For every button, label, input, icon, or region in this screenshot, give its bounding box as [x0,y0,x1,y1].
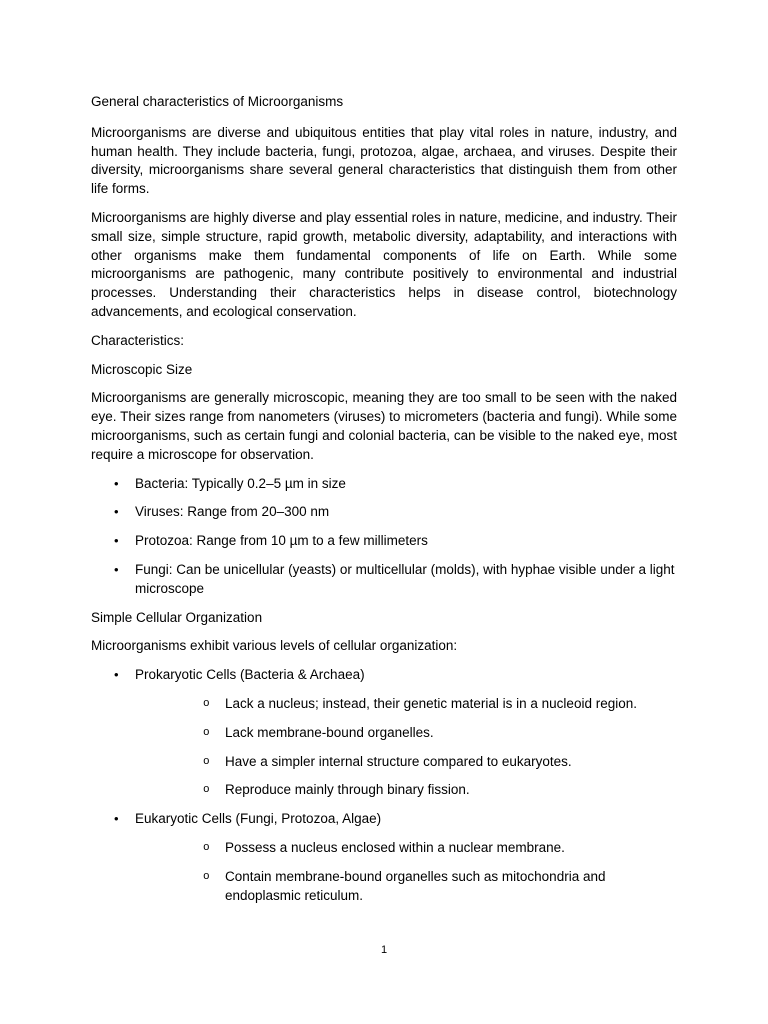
eukaryotic-sub-list [135,839,677,905]
cellular-organization-intro: Microorganisms exhibit various levels of cellular organization: [91,638,458,654]
list-item-text: Protozoa: Range from 10 µm to a few millimeters [135,533,428,549]
characteristics-heading: Characteristics: [91,332,185,348]
circle-bullet-icon: o [203,697,210,710]
list-item [91,561,677,599]
sub-list-item-text: Reproduce mainly through binary fission. [225,782,470,798]
intro-paragraph-1: Microorganisms are diverse and ubiquitous entities that play vital roles in nature, industry, and human health. They include bacteria, fungi, protozoa, algae, archaea, and viruses. Despite their diversity, microorganisms share several general characteristics that distinguish them from other life forms. [91,124,677,197]
sub-list-item-text: Have a simpler internal structure compared to eukaryotes. [225,753,572,769]
list-item [91,532,677,551]
cell-type-list [91,666,677,905]
page-number: 1 [380,944,388,956]
list-item-text: Fungi: Can be unicellular (yeasts) or multicellular (molds), with hyphae visible under a light microscope [135,561,675,596]
sub-list-item-text: Contain membrane-bound organelles such as mitochondria and endoplasmic reticulum. [225,868,606,903]
list-item-text: Bacteria: Typically 0.2–5 µm in size [135,475,346,491]
bullet-icon: • [114,504,119,520]
sub-list-item-text: Possess a nucleus enclosed within a nuclear membrane. [225,839,565,855]
bullet-icon: • [114,561,119,577]
cellular-organization-heading: Simple Cellular Organization [91,609,263,625]
sub-list-item [135,753,677,772]
document-title: General characteristics of Microorganisms [91,94,344,109]
document-page [91,93,677,915]
size-bullet-list [91,475,677,599]
list-item-text: Prokaryotic Cells (Bacteria & Archaea) [135,667,365,683]
sub-list-item [135,868,677,906]
bullet-icon: • [114,667,119,683]
sub-list-item [135,695,677,714]
bullet-icon: • [114,475,119,491]
list-item [91,475,677,494]
circle-bullet-icon: o [203,755,210,768]
microscopic-size-paragraph: Microorganisms are generally microscopic, meaning they are too small to be seen with the naked eye. Their sizes range from nanometers (viruses) to micrometers (bacteria and fungi). While some microorganisms, such as certain fungi and colonial bacteria, can be visible to the naked eye, most require a microscope for observation. [91,390,677,462]
bullet-icon: • [114,811,119,827]
sub-list-item-text: Lack membrane-bound organelles. [225,724,434,740]
microscopic-size-heading: Microscopic Size [91,361,193,377]
intro-paragraph-2: Microorganisms are highly diverse and play essential roles in nature, medicine, and industry. Their small size, simple structure, rapid growth, metabolic diversity, adaptability, and interactions with other organisms make them fundamental components of life on Earth. While some microorganisms are pathogenic, many contribute positively to environmental and industrial processes. Understanding their characteristics helps in disease control, biotechnology advancements, and ecological conservation. [91,209,677,319]
list-item [91,503,677,522]
circle-bullet-icon: o [203,841,210,854]
circle-bullet-icon: o [203,726,210,739]
list-item-prokaryotic [91,666,677,800]
circle-bullet-icon: o [203,870,210,883]
list-item-text: Eukaryotic Cells (Fungi, Protozoa, Algae) [135,811,382,827]
prokaryotic-sub-list [135,695,677,800]
list-item-text: Viruses: Range from 20–300 nm [135,504,330,520]
sub-list-item [135,724,677,743]
bullet-icon: • [114,533,119,549]
sub-list-item [135,839,677,858]
sub-list-item [135,781,677,800]
sub-list-item-text: Lack a nucleus; instead, their genetic material is in a nucleoid region. [225,695,637,711]
list-item-eukaryotic [91,810,677,905]
circle-bullet-icon: o [203,784,210,797]
